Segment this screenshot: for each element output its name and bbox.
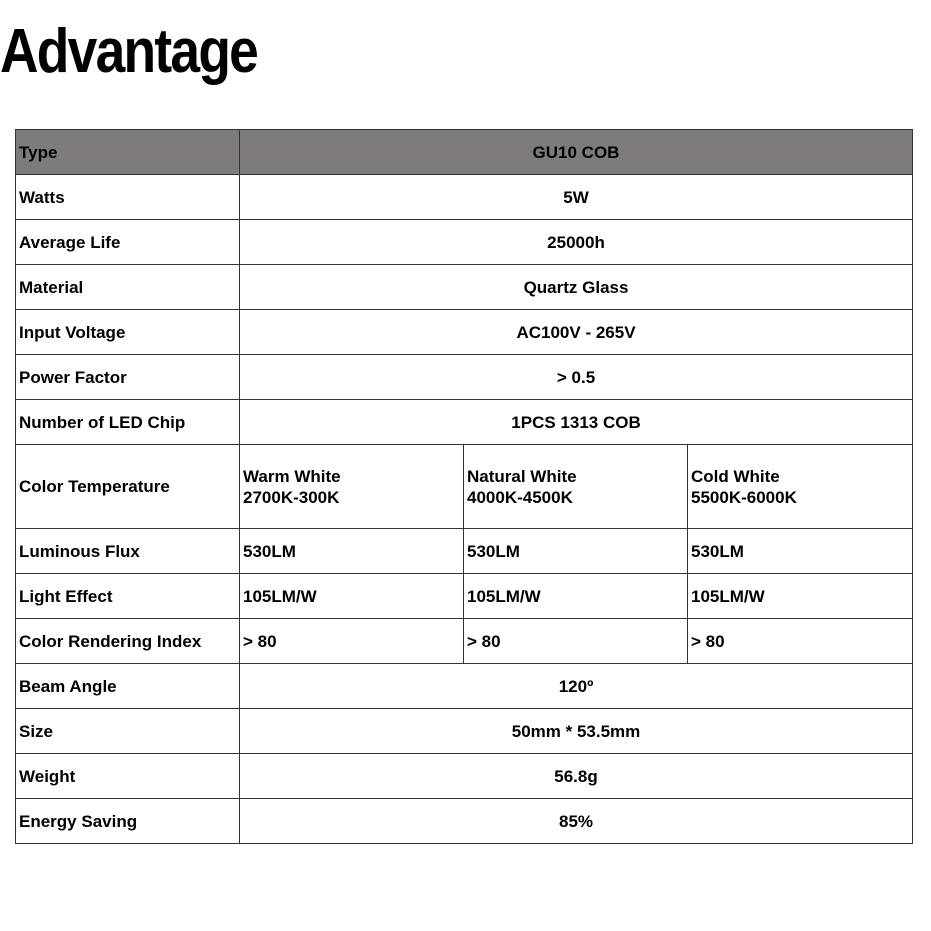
row-value: > 80 xyxy=(688,619,913,664)
table-row-power-factor xyxy=(16,355,913,400)
row-value: 105LM/W xyxy=(464,574,688,619)
row-value: Quartz Glass xyxy=(240,265,913,310)
row-value: > 80 xyxy=(240,619,464,664)
row-value: 120º xyxy=(240,664,913,709)
color-option-cold xyxy=(688,445,913,529)
table-row-energy-saving xyxy=(16,799,913,844)
row-label: Color Rendering Index xyxy=(16,619,240,664)
page-title: Advantage xyxy=(0,17,258,86)
table-row-input-voltage xyxy=(16,310,913,355)
option-name: Warm White xyxy=(243,466,341,486)
option-name: Cold White xyxy=(691,466,780,486)
table-row-color-temperature xyxy=(16,445,913,529)
row-value: 56.8g xyxy=(240,754,913,799)
option-range: 5500K-6000K xyxy=(691,487,797,507)
row-label: Size xyxy=(16,709,240,754)
row-label: Material xyxy=(16,265,240,310)
row-label: Color Temperature xyxy=(16,445,240,529)
spec-table xyxy=(15,129,913,844)
row-label: Luminous Flux xyxy=(16,529,240,574)
option-range: 2700K-300K xyxy=(243,487,340,507)
row-label: Power Factor xyxy=(16,355,240,400)
row-label: Weight xyxy=(16,754,240,799)
table-row-light-effect xyxy=(16,574,913,619)
row-label: Average Life xyxy=(16,220,240,265)
row-value: 530LM xyxy=(688,529,913,574)
row-value: > 0.5 xyxy=(240,355,913,400)
row-value: > 80 xyxy=(464,619,688,664)
row-value: 105LM/W xyxy=(240,574,464,619)
row-value: GU10 COB xyxy=(240,130,913,175)
row-label: Light Effect xyxy=(16,574,240,619)
row-label: Type xyxy=(16,130,240,175)
table-row-beam-angle xyxy=(16,664,913,709)
row-value: AC100V - 265V xyxy=(240,310,913,355)
row-label: Number of LED Chip xyxy=(16,400,240,445)
row-value: 5W xyxy=(240,175,913,220)
table-row-cri xyxy=(16,619,913,664)
row-value: 105LM/W xyxy=(688,574,913,619)
row-label: Energy Saving xyxy=(16,799,240,844)
table-row-weight xyxy=(16,754,913,799)
table-row-material xyxy=(16,265,913,310)
row-value: 530LM xyxy=(464,529,688,574)
option-range: 4000K-4500K xyxy=(467,487,573,507)
table-row-luminous-flux xyxy=(16,529,913,574)
table-row-type xyxy=(16,130,913,175)
color-option-natural xyxy=(464,445,688,529)
table-row-average-life xyxy=(16,220,913,265)
color-option-warm xyxy=(240,445,464,529)
table-row-led-chip xyxy=(16,400,913,445)
option-name: Natural White xyxy=(467,466,577,486)
table-row-watts xyxy=(16,175,913,220)
row-label: Beam Angle xyxy=(16,664,240,709)
row-value: 85% xyxy=(240,799,913,844)
row-label: Watts xyxy=(16,175,240,220)
row-value: 25000h xyxy=(240,220,913,265)
row-value: 530LM xyxy=(240,529,464,574)
table-row-size xyxy=(16,709,913,754)
row-label: Input Voltage xyxy=(16,310,240,355)
row-value: 50mm * 53.5mm xyxy=(240,709,913,754)
row-value: 1PCS 1313 COB xyxy=(240,400,913,445)
